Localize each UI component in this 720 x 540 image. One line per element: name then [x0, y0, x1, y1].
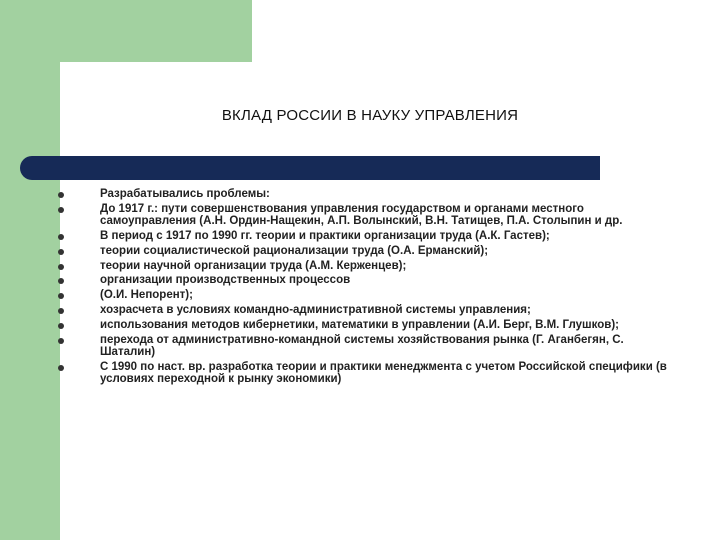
bullet-icon	[58, 234, 64, 240]
list-item-text: хозрасчета в условиях командно-административной системы управления;	[100, 304, 531, 317]
list-item	[58, 362, 673, 386]
slide-title: ВКЛАД РОССИИ В НАУКУ УПРАВЛЕНИЯ	[221, 107, 519, 124]
list-item	[58, 290, 673, 302]
bullet-icon	[58, 323, 64, 329]
list-item-text: теории научной организации труда (А.М. Керженцев);	[100, 259, 407, 272]
bullet-icon	[58, 249, 64, 255]
list-item	[58, 320, 673, 332]
green-left-band	[0, 0, 60, 540]
bullet-icon	[58, 207, 64, 213]
list-item-text: использования методов кибернетики, математики в управлении (А.И. Берг, В.М. Глушков);	[100, 319, 619, 332]
list-item	[58, 189, 673, 201]
title-divider-bar	[20, 156, 600, 180]
bullet-icon	[58, 338, 64, 344]
list-item-text: Разрабатывались проблемы:	[100, 188, 270, 200]
list-item	[58, 261, 673, 273]
list-item	[58, 204, 673, 228]
list-item-text: До 1917 г.: пути совершенствования управления государством и органами местного самоуправления (А.Н. Ордин-Нащекин, А.П. Волынский, В.Н. Татищев, П.А. Столыпин и др.	[100, 202, 623, 227]
list-item	[58, 275, 673, 287]
list-item	[58, 305, 673, 317]
list-item	[58, 335, 673, 359]
bullet-icon	[58, 192, 64, 198]
list-item-text: (О.И. Непорент);	[100, 289, 193, 302]
list-item-text: перехода от административно-командной системы хозяйствования рынка (Г. Аганбегян, С. Шаталин)	[100, 334, 624, 358]
list-item-text: теории социалистической рационализации труда (О.А. Ерманский);	[100, 244, 489, 257]
list-item-text: В период с 1917 по 1990 гг. теории и практики организации труда (А.К. Гастев);	[100, 229, 550, 242]
green-top-band	[0, 0, 252, 62]
list-item	[58, 246, 673, 258]
bullet-icon	[58, 264, 64, 270]
list-item	[58, 231, 673, 243]
bullet-icon	[58, 365, 64, 371]
list-item-text: организации производственных процессов	[100, 274, 351, 287]
bullet-list	[58, 189, 673, 389]
rounded-corner	[60, 62, 140, 142]
bullet-icon	[58, 278, 64, 284]
bullet-icon	[58, 293, 64, 299]
bullet-icon	[58, 308, 64, 314]
list-item-text: С 1990 по наст. вр. разработка теории и практики менеджмента с учетом Российской специфики (в условиях переходной к рынку экономики)	[100, 360, 667, 385]
